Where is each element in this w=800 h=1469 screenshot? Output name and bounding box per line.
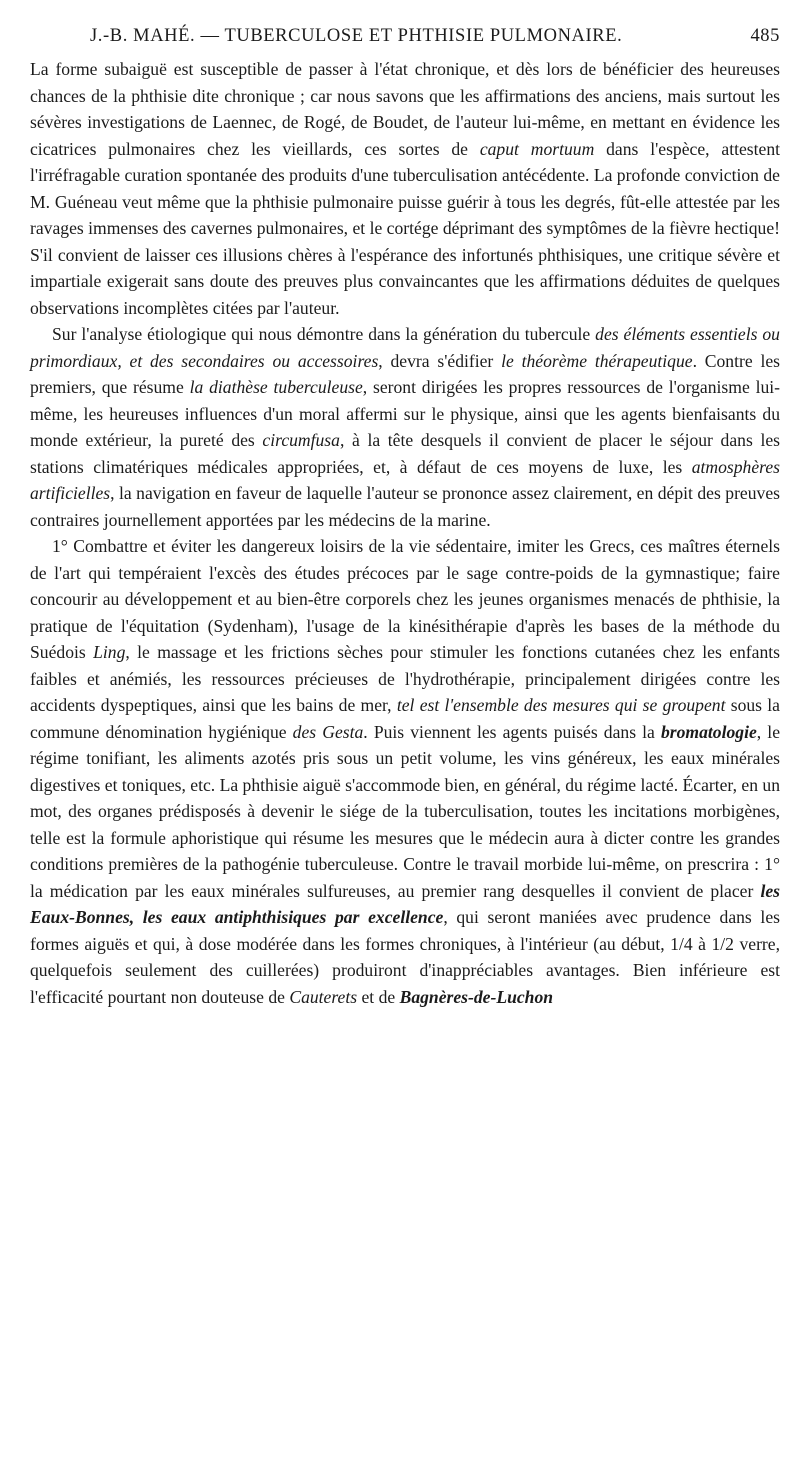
text-run: , le régime tonifiant, les aliments azotés pris sous un petit volume, les vins généreux, les eaux minérales digestives et toniques, etc. La phthisie aiguë s'accommode bien, en général, du régime lacté. Écarter, en un mot, des organes prédisposés à devenir le siége de la tuberculisation, toutes les incitations morbigènes, telle est la formule aphoristique qui résume les mesures que le médecin aura à dicter contre les grandes conditions premières de la pathogénie tuberculeuse. Contre le travail morbide lui-même, on prescrira : 1° la médication par les eaux minérales sulfureuses, au premier rang desquelles il convient de placer	[30, 721, 780, 901]
running-title: J.-B. MAHÉ. — TUBERCULOSE ET PHTHISIE PULMONAIRE.	[90, 26, 623, 46]
text-run: , devra s'édifier	[378, 350, 502, 371]
text-run: sous la commune dénomination hygiénique	[30, 695, 780, 742]
text-run: . Puis viennent les agents puisés dans la	[363, 721, 661, 742]
text-run: , seront dirigées les propres ressources de l'organisme lui-même, les heureuses influences d'un moral affermi sur le physique, ainsi que les agents bienfaisants du monde extérieur, la pureté des	[30, 377, 780, 450]
paragraph	[30, 56, 780, 321]
text-run: La forme subaiguë est susceptible de passer à l'état chronique, et dès lors de bénéficier des heureuses chances de la phthisie dite chronique ; car nous savons que les affirmations des anciens, mais surtout les sévères investigations de Laennec, de Rogé, de Boudet, de l'auteur lui-même, en mettant en évidence les cicatrices pulmonaires chez les vieillards, ces sortes de	[30, 59, 780, 159]
emphasized-text: les Eaux-Bonnes, les eaux antiphthisiques par excellence	[30, 880, 780, 927]
running-header	[30, 14, 780, 56]
emphasized-text: circumfusa	[262, 430, 340, 450]
text-run: Sur l'analyse étiologique qui nous démontre dans la génération du tubercule	[52, 324, 596, 344]
text-run: . Contre les premiers, que résume	[30, 350, 781, 397]
text-run: , le massage et les frictions sèches pour stimuler les fonctions cutanées chez les enfants faibles et anémiés, les ressources précieuses de l'hydrothérapie, principalement dirigées contre les accidents dyspeptiques, ainsi que les bains de mer,	[30, 642, 780, 715]
emphasized-text: des éléments essentiels ou primordiaux, et des secondaires ou accessoires	[30, 324, 780, 371]
emphasized-text: bromatologie	[660, 721, 757, 742]
emphasized-text: Ling	[93, 642, 126, 662]
text-run: 1° Combattre et éviter les dangereux loisirs de la vie sédentaire, imiter les Grecs, ces maîtres éternels de l'art qui tempéraient l'excès des études précoces par le sage contre-poids de la gymnastique; faire concourir au développement et au bien-être corporels chez les jeunes organismes menacés de phthisie, la pratique de l'équitation (Sydenham), l'usage de la kinésithérapie d'après les bases de la méthode du Suédois	[30, 536, 780, 662]
body-text	[30, 56, 780, 1010]
emphasized-text: caput mortuum	[479, 138, 595, 159]
emphasized-text: Cauterets	[289, 986, 358, 1007]
emphasized-text: le théorème thérapeutique	[501, 350, 693, 371]
paragraph	[30, 321, 780, 533]
emphasized-text: des Gesta	[292, 721, 364, 742]
text-run: , qui seront maniées avec prudence dans les formes aiguës et qui, à dose modérée dans les formes chroniques, à l'intérieur (au début, 1/4 à 1/2 verre, quelquefois seulement des cuillerées) produiront d'inappréciables avantages. Bien inférieure est l'efficacité pourtant non douteuse de	[30, 907, 780, 1007]
emphasized-text: atmosphères artificielles	[30, 456, 780, 503]
text-run: dans l'espèce, attestent l'irréfragable curation spontanée des produits d'une tuberculisation antécédente. La profonde conviction de M. Guéneau veut même que la phthisie pulmonaire puisse guérir à tous les degrés, fût-elle attestée par les ravages immenses des cavernes pulmonaires, et le cortége déprimant des symptômes de la fièvre hectique! S'il convient de laisser ces illusions chères à l'espérance des infortunés phthisiques, une critique sévère et impartiale exigerait sans doute des preuves plus convaincantes que les affirmations déduites de quelques observations incomplètes citées par l'auteur.	[30, 138, 781, 318]
text-run: et de	[357, 986, 400, 1007]
document-page	[30, 14, 780, 1454]
emphasized-text: Bagnères-de-Luchon	[399, 986, 554, 1007]
page-number: 485	[750, 26, 780, 46]
emphasized-text: tel est l'ensemble des mesures qui se groupent	[396, 695, 726, 715]
emphasized-text: la diathèse tuberculeuse	[189, 377, 363, 397]
text-run: , la navigation en faveur de laquelle l'auteur se prononce assez clairement, en dépit des preuves contraires journellement apportées par les médecins de la marine.	[30, 483, 780, 530]
text-run: , à la tête desquels il convient de placer le séjour dans les stations climatériques médicales appropriées, et, à défaut de ces moyens de luxe, les	[30, 430, 780, 477]
paragraph	[30, 533, 780, 1010]
